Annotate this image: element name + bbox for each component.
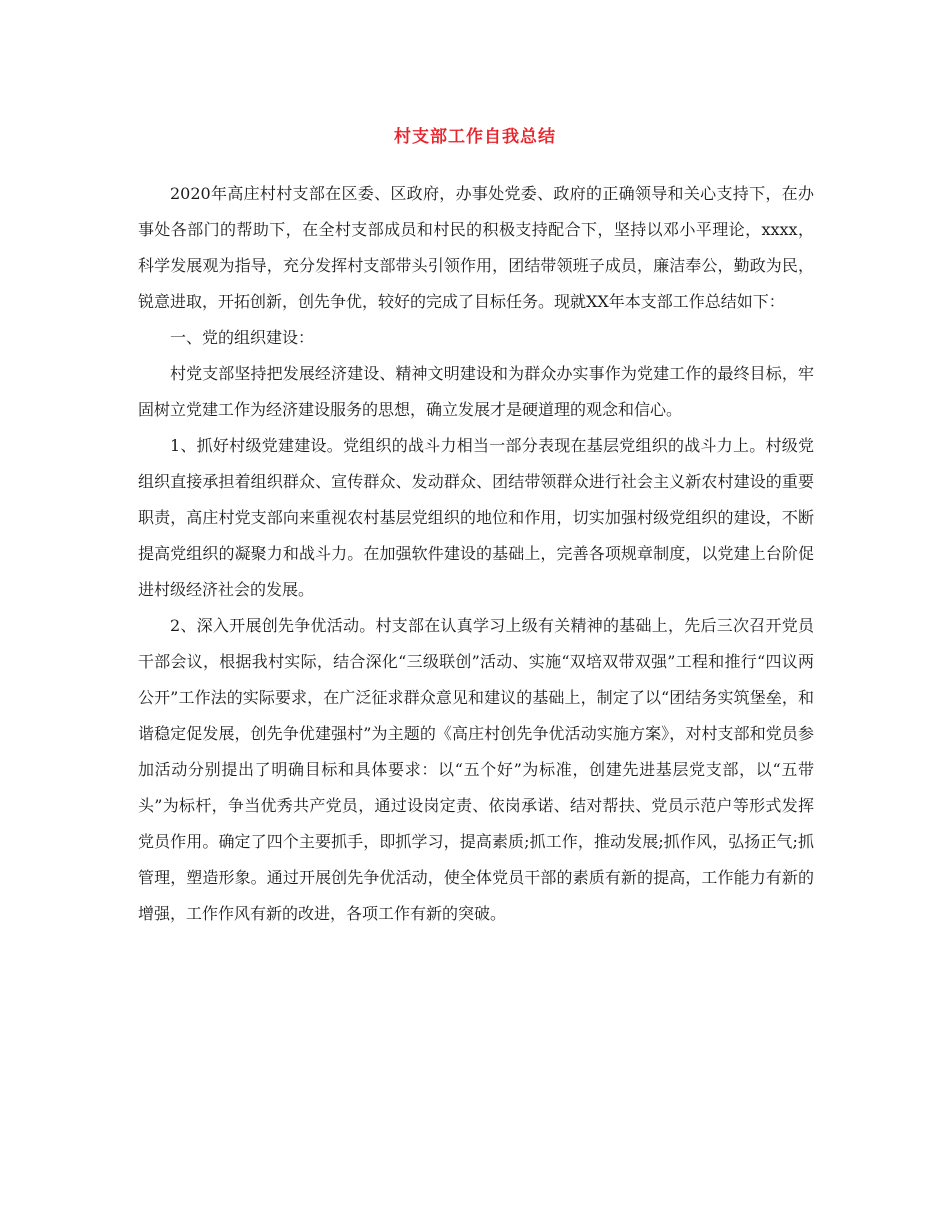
paragraph-intro: 2020年高庄村村支部在区委、区政府，办事处党委、政府的正确领导和关心支持下，在办事处各部门的帮助下，在全村支部成员和村民的积极支持配合下，坚持以邓小平理论，xxxx，科学发展观为指导，充分发挥村支部带头引领作用，团结带领班子成员，廉洁奉公，勤政为民，锐意进取，开拓创新，创先争优，较好的完成了目标任务。现就XX年本支部工作总结如下：: [138, 184, 814, 311]
document-title: 村支部工作自我总结: [394, 127, 556, 147]
section-heading-party-organization: 一、党的组织建设：: [170, 328, 315, 347]
paragraph-party-goals: 村党支部坚持把发展经济建设、精神文明建设和为群众办实事作为党建工作的最终目标，牢固树立党建工作为经济建设服务的思想，确立发展才是硬道理的观念和信心。: [138, 364, 814, 419]
paragraph-item-2: 2、深入开展创先争优活动。村支部在认真学习上级有关精神的基础上，先后三次召开党员干部会议，根据我村实际，结合深化“三级联创”活动、实施“双培双带双强”工程和推行“四议两公开”工作法的实际要求，在广泛征求群众意见和建议的基础上，制定了以“团结务实筑堡垒，和谐稳定促发展，创先争优建强村”为主题的《高庄村创先争优活动实施方案》，对村支部和党员参加活动分别提出了明确目标和具体要求：以“五个好”为标准，创建先进基层党支部，以“五带头”为标杆，争当优秀共产党员，通过设岗定责、依岗承诺、结对帮扶、党员示范户等形式发挥党员作用。确定了四个主要抓手，即抓学习，提高素质;抓工作，推动发展;抓作风，弘扬正气;抓管理，塑造形象。通过开展创先争优活动，使全体党员干部的素质有新的提高，工作能力有新的增强，工作作风有新的改进，各项工作有新的突破。: [138, 616, 814, 923]
document-body: [138, 176, 814, 932]
paragraph-item-1: 1、抓好村级党建建设。党组织的战斗力相当一部分表现在基层党组织的战斗力上。村级党组织直接承担着组织群众、宣传群众、发动群众、团结带领群众进行社会主义新农村建设的重要职责，高庄村党支部向来重视农村基层党组织的地位和作用，切实加强村级党组织的建设，不断提高党组织的凝聚力和战斗力。在加强软件建设的基础上，完善各项规章制度，以党建上台阶促进村级经济社会的发展。: [138, 436, 814, 599]
